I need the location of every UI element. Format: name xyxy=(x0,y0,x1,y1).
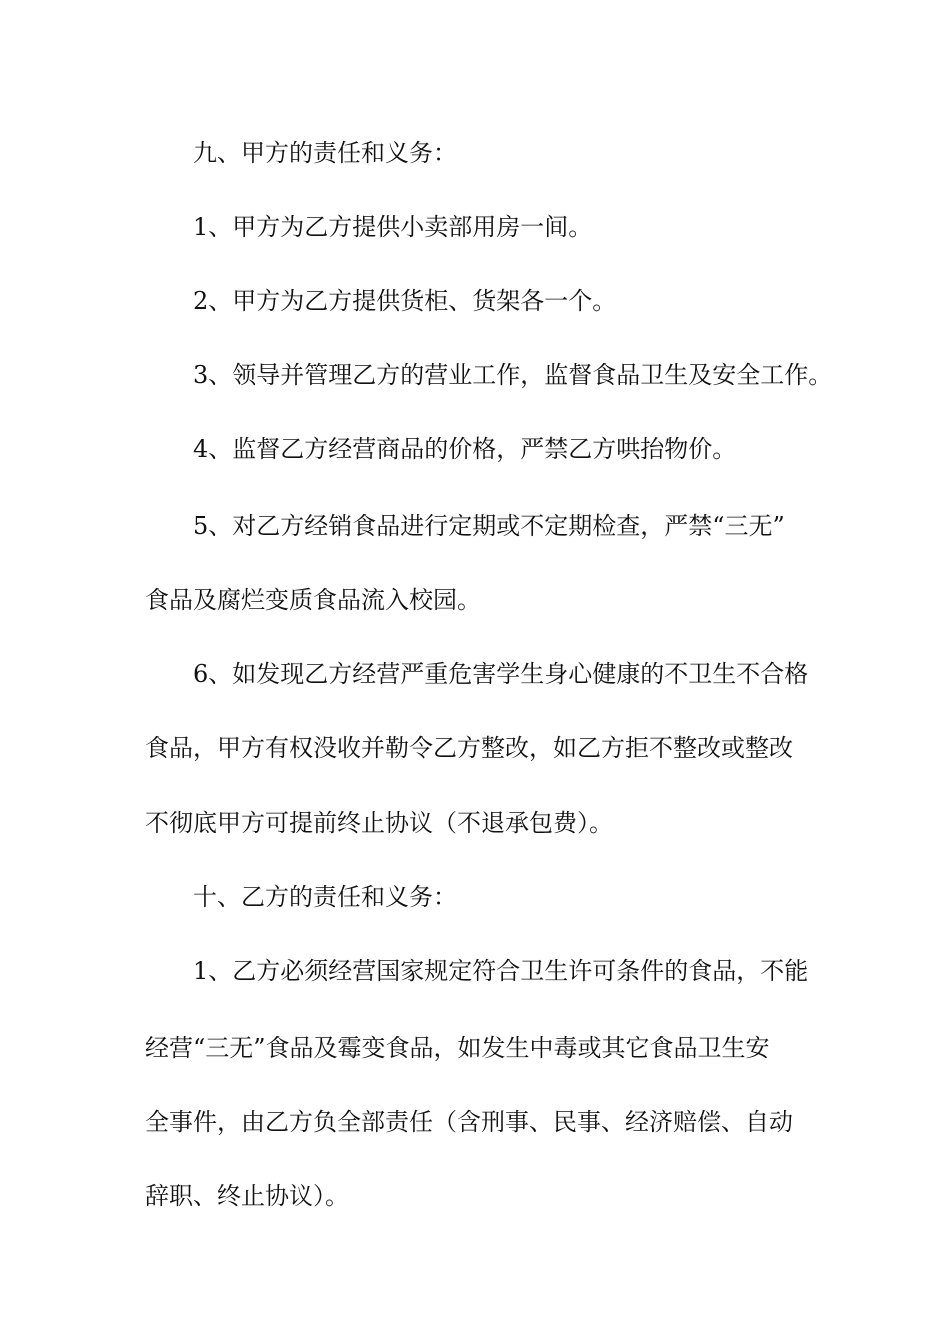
party-a-clause-5-line-2: 食品及腐烂变质食品流入校园。 xyxy=(145,586,481,614)
party-b-clause-1-line-2: 经营“三无”食品及霉变食品，如发生中毒或其它食品卫生安 xyxy=(145,1034,770,1062)
party-b-clause-1-line-3: 全事件，由乙方负全部责任（含刑事、民事、经济赔偿、自动 xyxy=(145,1108,793,1136)
party-a-clause-2: 2、甲方为乙方提供货柜、货架各一个。 xyxy=(193,287,617,315)
party-b-clause-1-line-1: 1、乙方必须经营国家规定符合卫生许可条件的食品，不能 xyxy=(193,957,809,985)
party-a-clause-4: 4、监督乙方经营商品的价格，严禁乙方哄抬物价。 xyxy=(193,435,737,463)
party-a-clause-1: 1、甲方为乙方提供小卖部用房一间。 xyxy=(193,213,593,241)
section-heading-party-a: 九、甲方的责任和义务： xyxy=(193,139,457,167)
party-a-clause-6-line-1: 6、如发现乙方经营严重危害学生身心健康的不卫生不合格 xyxy=(193,660,809,688)
party-b-clause-1-line-4: 辞职、终止协议）。 xyxy=(145,1182,349,1210)
party-a-clause-5-line-1: 5、对乙方经销食品进行定期或不定期检查，严禁“三无” xyxy=(193,512,785,540)
section-heading-party-b: 十、乙方的责任和义务： xyxy=(193,883,457,911)
party-a-clause-6-line-2: 食品，甲方有权没收并勒令乙方整改，如乙方拒不整改或整改 xyxy=(145,734,793,762)
party-a-clause-3: 3、领导并管理乙方的营业工作，监督食品卫生及安全工作。 xyxy=(193,361,833,389)
party-a-clause-6-line-3: 不彻底甲方可提前终止协议（不退承包费）。 xyxy=(145,809,613,837)
